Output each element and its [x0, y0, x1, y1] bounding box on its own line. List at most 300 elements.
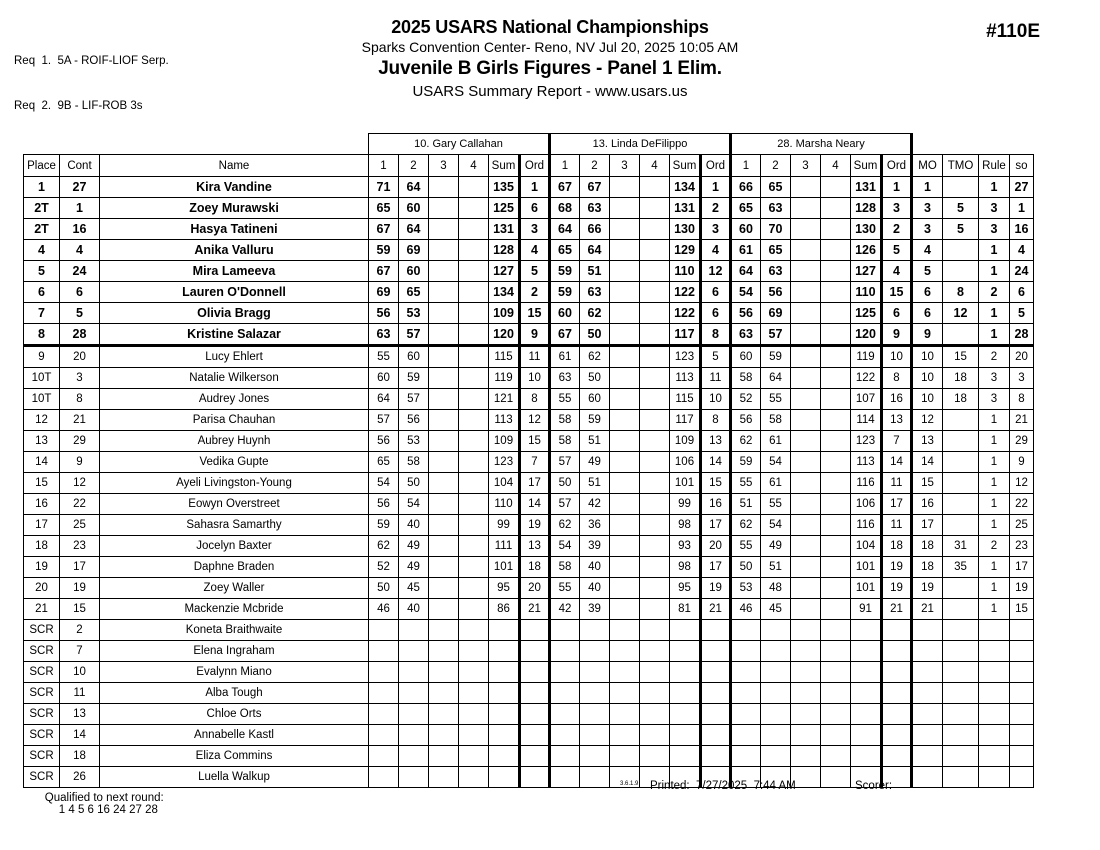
cell-j2-sum: 117 — [670, 410, 701, 431]
cell-j2-f3 — [610, 662, 640, 683]
cell-j1-sum: 120 — [489, 324, 520, 346]
cell-j2-f2: 39 — [580, 536, 610, 557]
cell-j2-f4 — [640, 346, 670, 368]
cell-j1-f4 — [459, 261, 489, 282]
cell-j1-f3 — [429, 346, 459, 368]
cell-j3-f4 — [821, 746, 851, 767]
cell-j1-f3 — [429, 368, 459, 389]
cell-j3-ord: 15 — [882, 282, 912, 303]
cell-j2-f2 — [580, 641, 610, 662]
cell-j2-sum: 123 — [670, 346, 701, 368]
table-row[interactable] — [24, 473, 1034, 494]
cell-rule — [979, 704, 1010, 725]
cell-j2-f3 — [610, 725, 640, 746]
cell-j3-f4 — [821, 494, 851, 515]
cell-j2-ord: 20 — [701, 536, 731, 557]
table-row[interactable] — [24, 620, 1034, 641]
cell-j3-f2: 45 — [761, 599, 791, 620]
cell-j2-f4 — [640, 303, 670, 324]
cell-j1-sum — [489, 746, 520, 767]
cell-j1-f4 — [459, 282, 489, 303]
cell-rule: 2 — [979, 536, 1010, 557]
cell-j2-f1: 64 — [550, 219, 580, 240]
cell-tmo: 5 — [943, 198, 979, 219]
cell-j3-f2: 54 — [761, 515, 791, 536]
cell-j2-ord: 8 — [701, 410, 731, 431]
cell-j1-f4 — [459, 410, 489, 431]
table-row[interactable] — [24, 410, 1034, 431]
cell-j1-f2: 57 — [399, 324, 429, 346]
cell-j1-sum — [489, 704, 520, 725]
cell-j3-f1: 65 — [731, 198, 761, 219]
table-row[interactable] — [24, 494, 1034, 515]
cell-j1-sum: 111 — [489, 536, 520, 557]
cell-so: 5 — [1010, 303, 1034, 324]
cell-mo: 5 — [912, 261, 943, 282]
cell-j2-ord: 17 — [701, 515, 731, 536]
cell-mo: 13 — [912, 431, 943, 452]
cell-cont: 25 — [60, 515, 100, 536]
cell-name: Aubrey Huynh — [100, 431, 369, 452]
cell-j1-f4 — [459, 599, 489, 620]
cell-j2-f2 — [580, 767, 610, 788]
cell-j3-f2: 69 — [761, 303, 791, 324]
cell-j3-f3 — [791, 725, 821, 746]
cell-j1-ord: 18 — [520, 557, 550, 578]
cell-j3-f2 — [761, 704, 791, 725]
cell-j3-sum — [851, 662, 882, 683]
cell-j2-ord — [701, 746, 731, 767]
cell-j1-ord: 15 — [520, 431, 550, 452]
cell-j1-ord — [520, 746, 550, 767]
cell-cont: 11 — [60, 683, 100, 704]
cell-rule: 1 — [979, 240, 1010, 261]
cell-j2-f4 — [640, 282, 670, 303]
cell-rule: 3 — [979, 368, 1010, 389]
cell-j2-sum: 113 — [670, 368, 701, 389]
cell-j3-sum: 131 — [851, 177, 882, 198]
cell-j2-ord — [701, 662, 731, 683]
table-row[interactable] — [24, 557, 1034, 578]
cell-j2-f4 — [640, 683, 670, 704]
cell-j3-sum: 106 — [851, 494, 882, 515]
cell-j1-f2: 54 — [399, 494, 429, 515]
cell-place: SCR — [24, 662, 60, 683]
cell-j1-ord: 6 — [520, 198, 550, 219]
cell-place: SCR — [24, 725, 60, 746]
cell-j3-sum — [851, 704, 882, 725]
cell-j2-f3 — [610, 177, 640, 198]
cell-j1-f2: 49 — [399, 536, 429, 557]
cell-j3-f2: 61 — [761, 431, 791, 452]
cell-j2-f1 — [550, 662, 580, 683]
cell-so: 15 — [1010, 599, 1034, 620]
cell-j2-ord: 11 — [701, 368, 731, 389]
cell-j2-ord: 15 — [701, 473, 731, 494]
cell-j3-f4 — [821, 282, 851, 303]
cell-j1-f1: 71 — [369, 177, 399, 198]
cell-j3-f2: 56 — [761, 282, 791, 303]
cell-j3-f1 — [731, 641, 761, 662]
cell-j2-f4 — [640, 557, 670, 578]
cell-j2-f2: 42 — [580, 494, 610, 515]
cell-j3-ord: 18 — [882, 536, 912, 557]
event-title: Juvenile B Girls Figures - Panel 1 Elim. — [378, 58, 722, 79]
cell-j2-sum: 117 — [670, 324, 701, 346]
cell-so: 27 — [1010, 177, 1034, 198]
cell-j3-f3 — [791, 620, 821, 641]
cell-j3-f4 — [821, 557, 851, 578]
cell-j1-f2: 49 — [399, 557, 429, 578]
cell-j2-f1 — [550, 641, 580, 662]
cell-j1-f1: 64 — [369, 389, 399, 410]
cell-j3-f2 — [761, 641, 791, 662]
event-number: #110E — [986, 21, 1040, 42]
cell-j3-sum: 128 — [851, 198, 882, 219]
cell-rule: 1 — [979, 303, 1010, 324]
col-header-j1-ord: Ord — [520, 155, 550, 177]
cell-j1-f4 — [459, 536, 489, 557]
cell-j3-ord: 11 — [882, 473, 912, 494]
cell-j2-f4 — [640, 536, 670, 557]
table-row[interactable] — [24, 683, 1034, 704]
cell-j3-f2: 57 — [761, 324, 791, 346]
cell-j1-f3 — [429, 303, 459, 324]
cell-j2-f4 — [640, 431, 670, 452]
cell-j2-f3 — [610, 746, 640, 767]
cell-tmo — [943, 515, 979, 536]
table-row[interactable] — [24, 578, 1034, 599]
cell-j2-f2 — [580, 683, 610, 704]
cell-j1-f2: 53 — [399, 431, 429, 452]
cell-tmo — [943, 410, 979, 431]
cell-rule: 3 — [979, 198, 1010, 219]
cell-cont: 22 — [60, 494, 100, 515]
table-row[interactable] — [24, 704, 1034, 725]
table-row[interactable] — [24, 662, 1034, 683]
cell-j3-f3 — [791, 346, 821, 368]
cell-j1-f2: 60 — [399, 198, 429, 219]
cell-place: 10T — [24, 389, 60, 410]
cell-j1-sum — [489, 725, 520, 746]
cell-j3-f3 — [791, 746, 821, 767]
cell-cont: 13 — [60, 704, 100, 725]
cell-j3-ord: 10 — [882, 346, 912, 368]
cell-j2-f4 — [640, 662, 670, 683]
cell-j1-f3 — [429, 536, 459, 557]
cell-place: SCR — [24, 746, 60, 767]
cell-j1-f3 — [429, 494, 459, 515]
cell-mo: 4 — [912, 240, 943, 261]
table-row[interactable] — [24, 261, 1034, 282]
cell-j2-f3 — [610, 219, 640, 240]
cell-cont: 4 — [60, 240, 100, 261]
cell-j3-f1: 61 — [731, 240, 761, 261]
cell-j1-f4 — [459, 662, 489, 683]
cell-mo: 18 — [912, 536, 943, 557]
cell-rule: 1 — [979, 431, 1010, 452]
cell-j2-sum — [670, 641, 701, 662]
cell-j3-f4 — [821, 515, 851, 536]
cell-j1-f2: 69 — [399, 240, 429, 261]
cell-j1-f3 — [429, 725, 459, 746]
cell-j3-f4 — [821, 473, 851, 494]
cell-j1-f4 — [459, 324, 489, 346]
cell-mo: 10 — [912, 368, 943, 389]
cell-j1-sum: 135 — [489, 177, 520, 198]
cell-cont: 29 — [60, 431, 100, 452]
cell-j1-ord: 13 — [520, 536, 550, 557]
cell-j2-sum — [670, 620, 701, 641]
cell-j2-f4 — [640, 324, 670, 346]
cell-j3-ord: 17 — [882, 494, 912, 515]
cell-j2-f2 — [580, 662, 610, 683]
cell-j3-f3 — [791, 683, 821, 704]
cell-j2-sum — [670, 725, 701, 746]
cell-j3-f1: 50 — [731, 557, 761, 578]
cell-j3-f4 — [821, 389, 851, 410]
cell-j1-ord — [520, 725, 550, 746]
cell-name: Chloe Orts — [100, 704, 369, 725]
col-header-j1-4: 4 — [459, 155, 489, 177]
cell-j1-f3 — [429, 282, 459, 303]
cell-mo: 19 — [912, 578, 943, 599]
cell-place: 15 — [24, 473, 60, 494]
cell-j3-sum: 127 — [851, 261, 882, 282]
table-row[interactable] — [24, 725, 1034, 746]
cell-j2-f2: 64 — [580, 240, 610, 261]
cell-j2-f1 — [550, 767, 580, 788]
cell-j3-f1: 62 — [731, 431, 761, 452]
cell-j3-f1: 52 — [731, 389, 761, 410]
requirement-line-2: Req 2. 9B - LIF-ROB 3s — [14, 100, 143, 112]
cell-so: 23 — [1010, 536, 1034, 557]
cell-rule — [979, 620, 1010, 641]
cell-j2-sum: 122 — [670, 282, 701, 303]
cell-j1-f4 — [459, 578, 489, 599]
cell-mo — [912, 620, 943, 641]
cell-j3-f3 — [791, 599, 821, 620]
cell-j3-f3 — [791, 662, 821, 683]
cell-so: 25 — [1010, 515, 1034, 536]
cell-j1-f2: 53 — [399, 303, 429, 324]
cell-j1-sum — [489, 683, 520, 704]
cell-j3-f2: 64 — [761, 368, 791, 389]
cell-rule: 1 — [979, 452, 1010, 473]
cell-j2-sum: 81 — [670, 599, 701, 620]
cell-j2-f3 — [610, 641, 640, 662]
cell-j3-f1: 60 — [731, 219, 761, 240]
cell-cont: 2 — [60, 620, 100, 641]
cell-j3-f1 — [731, 746, 761, 767]
cell-j1-f1 — [369, 725, 399, 746]
cell-j2-f2: 51 — [580, 473, 610, 494]
table-row[interactable] — [24, 452, 1034, 473]
table-row[interactable] — [24, 431, 1034, 452]
cell-tmo — [943, 662, 979, 683]
cell-name: Elena Ingraham — [100, 641, 369, 662]
cell-name: Mackenzie Mcbride — [100, 599, 369, 620]
cell-j2-sum: 95 — [670, 578, 701, 599]
cell-j2-f1: 55 — [550, 578, 580, 599]
cell-j1-f4 — [459, 431, 489, 452]
cell-j1-f2 — [399, 746, 429, 767]
table-row[interactable] — [24, 746, 1034, 767]
cell-name: Hasya Tatineni — [100, 219, 369, 240]
table-row[interactable] — [24, 599, 1034, 620]
cell-mo — [912, 767, 943, 788]
table-row[interactable] — [24, 641, 1034, 662]
cell-j3-f3 — [791, 177, 821, 198]
cell-j1-f2 — [399, 704, 429, 725]
cell-j3-f4 — [821, 303, 851, 324]
cell-mo: 10 — [912, 389, 943, 410]
cell-name: Eowyn Overstreet — [100, 494, 369, 515]
cell-so: 24 — [1010, 261, 1034, 282]
cell-j3-f4 — [821, 177, 851, 198]
cell-j3-ord: 19 — [882, 578, 912, 599]
cell-j2-ord — [701, 620, 731, 641]
cell-j3-ord: 16 — [882, 389, 912, 410]
cell-j3-ord: 6 — [882, 303, 912, 324]
table-row[interactable] — [24, 368, 1034, 389]
cell-j3-f1: 59 — [731, 452, 761, 473]
cell-j1-f1: 67 — [369, 219, 399, 240]
cell-mo: 10 — [912, 346, 943, 368]
cell-mo — [912, 683, 943, 704]
cell-j2-f3 — [610, 452, 640, 473]
cell-j2-f4 — [640, 261, 670, 282]
cell-so: 3 — [1010, 368, 1034, 389]
cell-j1-f4 — [459, 389, 489, 410]
cell-j1-ord: 21 — [520, 599, 550, 620]
col-header-j3-3: 3 — [791, 155, 821, 177]
cell-j2-f1 — [550, 746, 580, 767]
cell-j3-f4 — [821, 536, 851, 557]
cell-j2-f2: 62 — [580, 346, 610, 368]
cell-j1-sum: 95 — [489, 578, 520, 599]
cell-j1-f1: 62 — [369, 536, 399, 557]
col-header-place: Place — [24, 155, 60, 177]
table-row[interactable] — [24, 303, 1034, 324]
cell-cont: 1 — [60, 198, 100, 219]
cell-j2-ord: 3 — [701, 219, 731, 240]
cell-j1-ord: 11 — [520, 346, 550, 368]
cell-tmo — [943, 641, 979, 662]
cell-j3-f2: 55 — [761, 389, 791, 410]
cell-rule — [979, 641, 1010, 662]
cell-j1-sum: 113 — [489, 410, 520, 431]
cell-j3-f1 — [731, 683, 761, 704]
cell-j3-f4 — [821, 725, 851, 746]
cell-j2-f4 — [640, 599, 670, 620]
cell-j2-ord: 5 — [701, 346, 731, 368]
cell-j1-f2: 56 — [399, 410, 429, 431]
cell-j2-sum: 109 — [670, 431, 701, 452]
cell-j3-ord: 13 — [882, 410, 912, 431]
cell-j2-ord: 21 — [701, 599, 731, 620]
cell-so: 28 — [1010, 324, 1034, 346]
cell-j3-f2 — [761, 620, 791, 641]
cell-j1-f4 — [459, 767, 489, 788]
cell-j1-f4 — [459, 240, 489, 261]
cell-j2-f2: 40 — [580, 578, 610, 599]
cell-cont: 5 — [60, 303, 100, 324]
cell-j3-f3 — [791, 282, 821, 303]
cell-j3-f2: 65 — [761, 177, 791, 198]
cell-j3-sum: 104 — [851, 536, 882, 557]
table-row[interactable] — [24, 346, 1034, 368]
cell-j1-ord: 19 — [520, 515, 550, 536]
cell-j2-f2: 51 — [580, 261, 610, 282]
cell-j1-f2: 64 — [399, 219, 429, 240]
cell-name: Koneta Braithwaite — [100, 620, 369, 641]
cell-name: Eliza Commins — [100, 746, 369, 767]
cell-j3-f1 — [731, 704, 761, 725]
cell-name: Annabelle Kastl — [100, 725, 369, 746]
cell-j3-f3 — [791, 389, 821, 410]
scorer-label: Scorer: — [855, 780, 893, 792]
cell-j2-f2: 39 — [580, 599, 610, 620]
cell-j3-f2: 51 — [761, 557, 791, 578]
cell-j3-f1: 55 — [731, 473, 761, 494]
cell-j1-f2: 65 — [399, 282, 429, 303]
cell-rule — [979, 767, 1010, 788]
cell-place: 18 — [24, 536, 60, 557]
table-row[interactable] — [24, 177, 1034, 198]
cell-j3-ord — [882, 704, 912, 725]
col-header-j2-4: 4 — [640, 155, 670, 177]
table-row[interactable] — [24, 198, 1034, 219]
cell-j2-f1: 63 — [550, 368, 580, 389]
table-row[interactable] — [24, 515, 1034, 536]
table-row[interactable] — [24, 389, 1034, 410]
cell-j2-sum: 122 — [670, 303, 701, 324]
venue-datetime: Sparks Convention Center- Reno, NV Jul 20, 2025 10:05 AM — [361, 39, 739, 55]
table-row[interactable] — [24, 219, 1034, 240]
cell-so — [1010, 683, 1034, 704]
table-row[interactable] — [24, 324, 1034, 346]
cell-j2-f4 — [640, 620, 670, 641]
table-row[interactable] — [24, 282, 1034, 303]
cell-j3-sum: 116 — [851, 515, 882, 536]
cell-j1-ord: 14 — [520, 494, 550, 515]
cell-j2-f3 — [610, 620, 640, 641]
cell-j2-f3 — [610, 515, 640, 536]
cell-j3-f3 — [791, 494, 821, 515]
cell-place: SCR — [24, 641, 60, 662]
cell-j2-ord: 13 — [701, 431, 731, 452]
cell-cont: 21 — [60, 410, 100, 431]
cell-so: 22 — [1010, 494, 1034, 515]
cell-j2-f1: 61 — [550, 346, 580, 368]
cell-mo: 17 — [912, 515, 943, 536]
cell-j1-sum: 125 — [489, 198, 520, 219]
cell-j1-f3 — [429, 240, 459, 261]
cell-j1-f3 — [429, 473, 459, 494]
cell-mo: 14 — [912, 452, 943, 473]
cell-j1-f3 — [429, 620, 459, 641]
cell-tmo — [943, 620, 979, 641]
table-row[interactable] — [24, 536, 1034, 557]
cell-place: SCR — [24, 704, 60, 725]
cell-j1-f2: 64 — [399, 177, 429, 198]
cell-so: 17 — [1010, 557, 1034, 578]
table-row[interactable] — [24, 240, 1034, 261]
qualified-list: 1 4 5 6 16 24 27 28 — [58, 804, 158, 816]
cell-j3-f4 — [821, 410, 851, 431]
cell-rule — [979, 725, 1010, 746]
